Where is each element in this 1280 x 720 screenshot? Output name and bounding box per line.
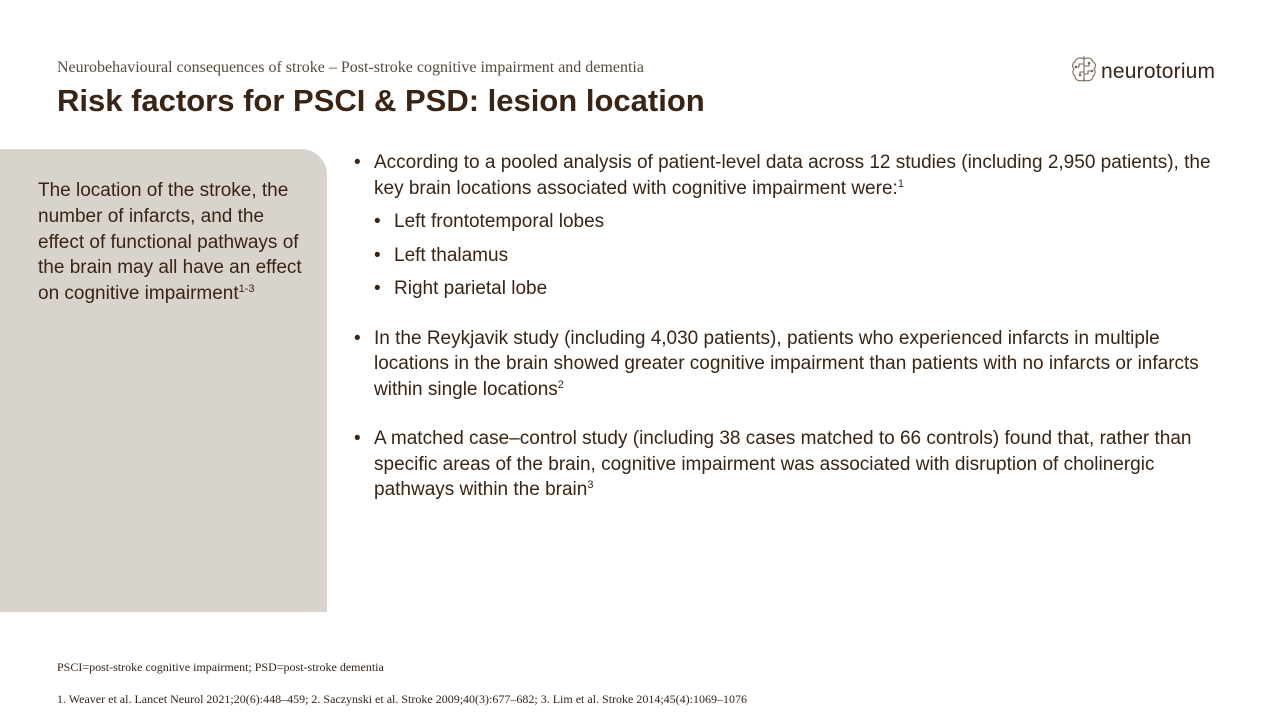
sub-bullet-item [354, 243, 1224, 269]
side-panel-reference: 1-3 [238, 283, 255, 296]
references-footnote: 1. Weaver et al. Lancet Neurol 2021;20(6):448–459; 2. Saczynski et al. Stroke 2009;40(3):677–682; 3. Lim et al. Stroke 2014;45(4):1069–1076 [57, 692, 748, 706]
bullet-reference: 1 [897, 177, 904, 190]
sub-bullet-item [354, 209, 1224, 235]
bullet-dot: • [354, 152, 361, 173]
bullet-dot: • [354, 327, 361, 349]
side-panel-statement: The location of the stroke, the number of infarcts, and the effect of functional pathways of the brain may all have an effect on cognitive impairment [38, 180, 302, 305]
bullet-text: In the Reykjavik study (including 4,030 patients), patients who experienced infarcts in multiple locations in the brain showed greater cognitive impairment than patients with no infarcts or infarcts within single locations [374, 327, 1199, 400]
sub-bullet-text: Right parietal lobe [394, 278, 548, 299]
bullet-item [354, 326, 1224, 403]
logo-text: neurotorium [1101, 59, 1216, 83]
slide-title: Risk factors for PSCI & PSD: lesion location [57, 83, 705, 118]
bullet-dot: • [374, 278, 381, 299]
bullet-text: According to a pooled analysis of patient-level data across 12 studies (including 2,950 patients), the key brain locations associated with cognitive impairment were: [374, 152, 1211, 199]
sub-bullet-item [354, 276, 1224, 302]
logo [1071, 54, 1215, 89]
bullet-reference: 3 [587, 479, 594, 491]
bullet-dot: • [374, 211, 381, 232]
bullet-item [354, 150, 1224, 201]
slide-subtitle: Neurobehavioural consequences of stroke – Post-stroke cognitive impairment and dementia [57, 59, 644, 76]
bullet-text: A matched case–control study (including 38 cases matched to 66 controls) found that, rather than specific areas of the brain, cognitive impairment was associated with disruption of cholinergic pathways within the brain [374, 428, 1192, 500]
side-panel-text [38, 178, 308, 307]
bullet-dot: • [354, 428, 361, 449]
sub-bullet-text: Left frontotemporal lobes [394, 211, 605, 232]
abbreviations-footnote: PSCI=post-stroke cognitive impairment; PSD=post-stroke dementia [57, 660, 384, 674]
bullet-item [354, 426, 1224, 503]
bullet-dot: • [374, 244, 381, 266]
sub-bullet-text: Left thalamus [394, 244, 509, 266]
brain-icon [1071, 54, 1097, 89]
bullet-reference: 2 [557, 378, 564, 391]
content-area [354, 150, 1224, 503]
